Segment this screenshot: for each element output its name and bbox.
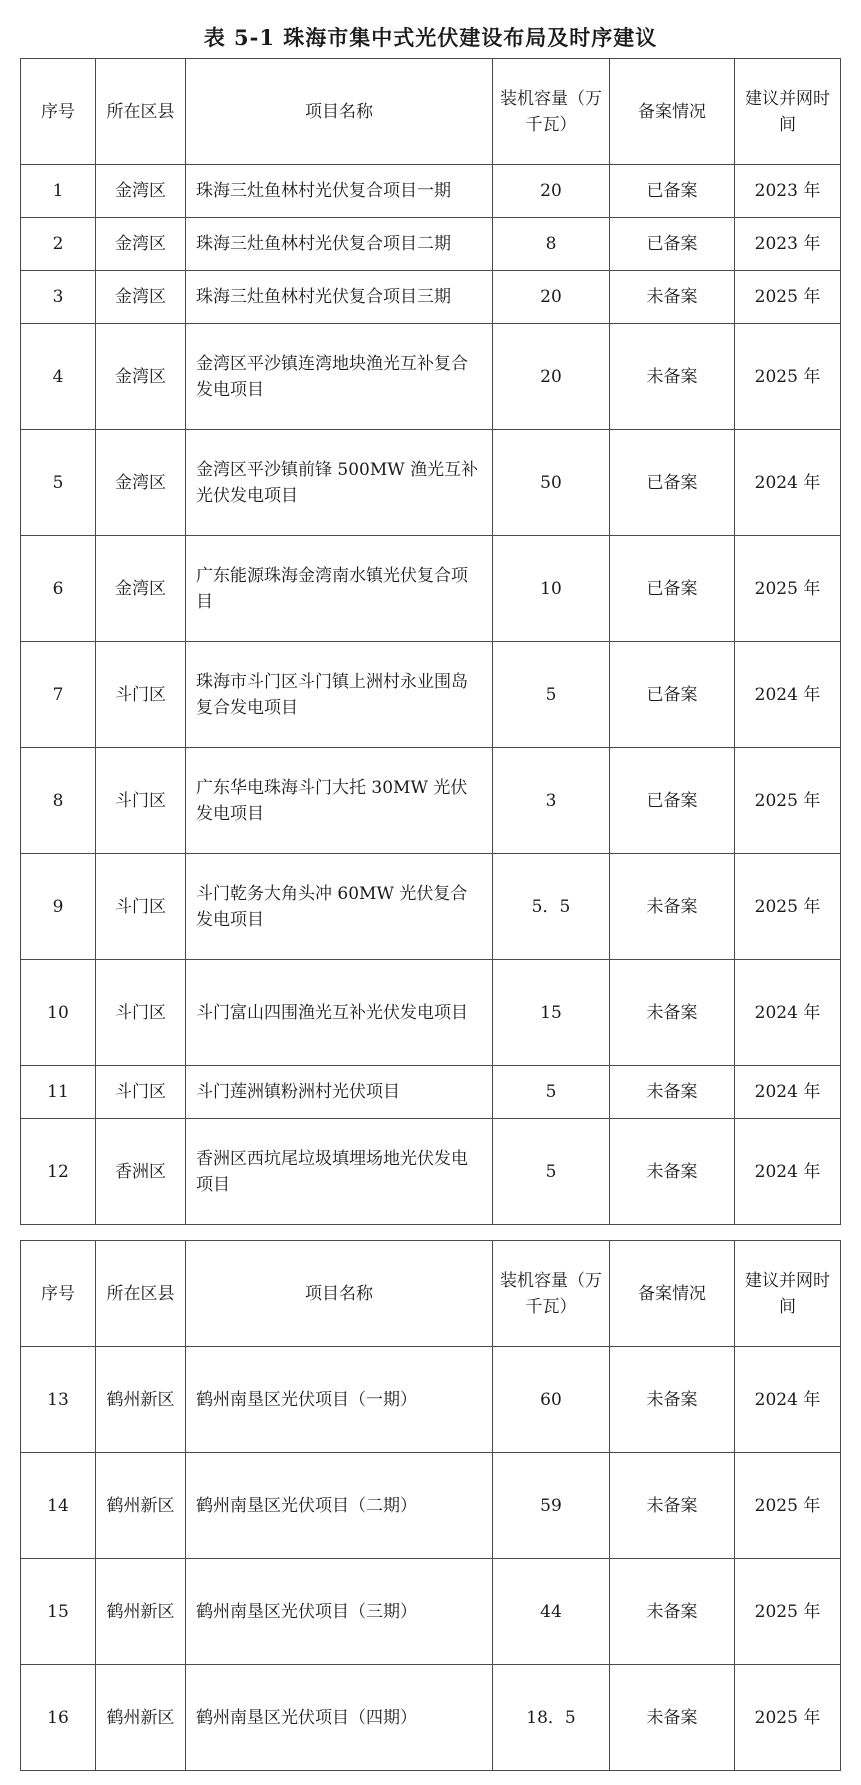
table-row — [21, 536, 841, 642]
row-district: 斗门区 — [96, 748, 186, 854]
row-capacity: 20 — [493, 165, 610, 218]
row-district: 金湾区 — [96, 324, 186, 430]
row-project-name: 珠海三灶鱼林村光伏复合项目一期 — [186, 165, 493, 218]
row-capacity: 8 — [493, 218, 610, 271]
row-grid-time: 2024 年 — [735, 642, 841, 748]
row-capacity: 5 — [493, 1119, 610, 1225]
row-district: 金湾区 — [96, 218, 186, 271]
row-filing-status: 未备案 — [610, 1066, 735, 1119]
row-index: 6 — [21, 536, 96, 642]
row-district: 金湾区 — [96, 430, 186, 536]
row-capacity: 5 — [493, 642, 610, 748]
table-row — [21, 1119, 841, 1225]
row-project-name: 鹤州南垦区光伏项目（三期） — [186, 1559, 493, 1665]
row-district: 金湾区 — [96, 271, 186, 324]
row-index: 7 — [21, 642, 96, 748]
row-grid-time: 2024 年 — [735, 960, 841, 1066]
row-capacity: 3 — [493, 748, 610, 854]
row-filing-status: 未备案 — [610, 324, 735, 430]
row-capacity: 59 — [493, 1453, 610, 1559]
row-grid-time: 2025 年 — [735, 1559, 841, 1665]
row-filing-status: 未备案 — [610, 1559, 735, 1665]
row-capacity: 20 — [493, 271, 610, 324]
row-filing-status: 已备案 — [610, 218, 735, 271]
row-grid-time: 2025 年 — [735, 1453, 841, 1559]
row-project-name: 斗门乾务大角头冲 60MW 光伏复合发电项目 — [186, 854, 493, 960]
row-project-name: 鹤州南垦区光伏项目（一期） — [186, 1347, 493, 1453]
row-grid-time: 2025 年 — [735, 854, 841, 960]
table-row — [21, 642, 841, 748]
table-row — [21, 165, 841, 218]
table-row — [21, 1559, 841, 1665]
header-row — [21, 1241, 841, 1347]
row-filing-status: 已备案 — [610, 536, 735, 642]
row-index: 12 — [21, 1119, 96, 1225]
row-index: 2 — [21, 218, 96, 271]
row-project-name: 广东能源珠海金湾南水镇光伏复合项目 — [186, 536, 493, 642]
table-row — [21, 324, 841, 430]
row-district: 鹤州新区 — [96, 1559, 186, 1665]
row-index: 8 — [21, 748, 96, 854]
header-capacity: 装机容量（万千瓦） — [493, 1241, 610, 1347]
row-district: 斗门区 — [96, 960, 186, 1066]
row-filing-status: 已备案 — [610, 642, 735, 748]
row-district: 斗门区 — [96, 642, 186, 748]
table-row — [21, 271, 841, 324]
header-row — [21, 59, 841, 165]
table-row — [21, 854, 841, 960]
project-table-part-2 — [20, 1240, 841, 1771]
row-project-name: 金湾区平沙镇前锋 500MW 渔光互补光伏发电项目 — [186, 430, 493, 536]
row-filing-status: 已备案 — [610, 748, 735, 854]
row-capacity: 10 — [493, 536, 610, 642]
row-grid-time: 2025 年 — [735, 748, 841, 854]
row-filing-status: 未备案 — [610, 1119, 735, 1225]
row-index: 14 — [21, 1453, 96, 1559]
header-grid-time: 建议并网时间 — [735, 59, 841, 165]
row-capacity: 50 — [493, 430, 610, 536]
table-row — [21, 960, 841, 1066]
row-district: 鹤州新区 — [96, 1453, 186, 1559]
row-filing-status: 未备案 — [610, 1665, 735, 1771]
header-district: 所在区县 — [96, 59, 186, 165]
row-capacity: 44 — [493, 1559, 610, 1665]
row-filing-status: 已备案 — [610, 165, 735, 218]
row-filing-status: 未备案 — [610, 1347, 735, 1453]
row-district: 金湾区 — [96, 536, 186, 642]
row-grid-time: 2024 年 — [735, 1119, 841, 1225]
row-project-name: 鹤州南垦区光伏项目（二期） — [186, 1453, 493, 1559]
table-row — [21, 430, 841, 536]
row-project-name: 香洲区西坑尾垃圾填埋场地光伏发电项目 — [186, 1119, 493, 1225]
row-index: 13 — [21, 1347, 96, 1453]
header-index: 序号 — [21, 1241, 96, 1347]
row-capacity: 5．5 — [493, 854, 610, 960]
row-grid-time: 2025 年 — [735, 324, 841, 430]
table-row — [21, 1066, 841, 1119]
row-index: 5 — [21, 430, 96, 536]
row-index: 1 — [21, 165, 96, 218]
row-grid-time: 2025 年 — [735, 536, 841, 642]
row-grid-time: 2024 年 — [735, 430, 841, 536]
row-district: 鹤州新区 — [96, 1665, 186, 1771]
row-project-name: 斗门富山四围渔光互补光伏发电项目 — [186, 960, 493, 1066]
row-index: 3 — [21, 271, 96, 324]
header-project-name: 项目名称 — [186, 1241, 493, 1347]
row-district: 鹤州新区 — [96, 1347, 186, 1453]
row-district: 金湾区 — [96, 165, 186, 218]
row-grid-time: 2024 年 — [735, 1066, 841, 1119]
row-grid-time: 2023 年 — [735, 218, 841, 271]
table-row — [21, 1347, 841, 1453]
header-filing-status: 备案情况 — [610, 1241, 735, 1347]
project-table-part-1 — [20, 58, 841, 1225]
row-project-name: 金湾区平沙镇连湾地块渔光互补复合发电项目 — [186, 324, 493, 430]
row-filing-status: 未备案 — [610, 960, 735, 1066]
row-grid-time: 2025 年 — [735, 1665, 841, 1771]
row-grid-time: 2025 年 — [735, 271, 841, 324]
table-row — [21, 218, 841, 271]
row-grid-time: 2024 年 — [735, 1347, 841, 1453]
row-filing-status: 未备案 — [610, 271, 735, 324]
row-filing-status: 未备案 — [610, 854, 735, 960]
row-index: 10 — [21, 960, 96, 1066]
row-project-name: 广东华电珠海斗门大托 30MW 光伏发电项目 — [186, 748, 493, 854]
row-index: 11 — [21, 1066, 96, 1119]
table-title: 表 5-1 珠海市集中式光伏建设布局及时序建议 — [203, 25, 658, 50]
header-filing-status: 备案情况 — [610, 59, 735, 165]
row-project-name: 珠海三灶鱼林村光伏复合项目三期 — [186, 271, 493, 324]
table-row — [21, 748, 841, 854]
header-project-name: 项目名称 — [186, 59, 493, 165]
table-row — [21, 1665, 841, 1771]
row-filing-status: 已备案 — [610, 430, 735, 536]
row-capacity: 18．5 — [493, 1665, 610, 1771]
table-row — [21, 1453, 841, 1559]
row-district: 斗门区 — [96, 1066, 186, 1119]
row-project-name: 斗门莲洲镇粉洲村光伏项目 — [186, 1066, 493, 1119]
row-project-name: 珠海三灶鱼林村光伏复合项目二期 — [186, 218, 493, 271]
row-district: 斗门区 — [96, 854, 186, 960]
row-capacity: 15 — [493, 960, 610, 1066]
row-project-name: 珠海市斗门区斗门镇上洲村永业围岛复合发电项目 — [186, 642, 493, 748]
header-index: 序号 — [21, 59, 96, 165]
row-district: 香洲区 — [96, 1119, 186, 1225]
row-grid-time: 2023 年 — [735, 165, 841, 218]
row-index: 9 — [21, 854, 96, 960]
row-capacity: 5 — [493, 1066, 610, 1119]
row-filing-status: 未备案 — [610, 1453, 735, 1559]
row-project-name: 鹤州南垦区光伏项目（四期） — [186, 1665, 493, 1771]
row-index: 4 — [21, 324, 96, 430]
header-capacity: 装机容量（万千瓦） — [493, 59, 610, 165]
row-capacity: 20 — [493, 324, 610, 430]
header-district: 所在区县 — [96, 1241, 186, 1347]
row-index: 15 — [21, 1559, 96, 1665]
header-grid-time: 建议并网时间 — [735, 1241, 841, 1347]
row-index: 16 — [21, 1665, 96, 1771]
row-capacity: 60 — [493, 1347, 610, 1453]
